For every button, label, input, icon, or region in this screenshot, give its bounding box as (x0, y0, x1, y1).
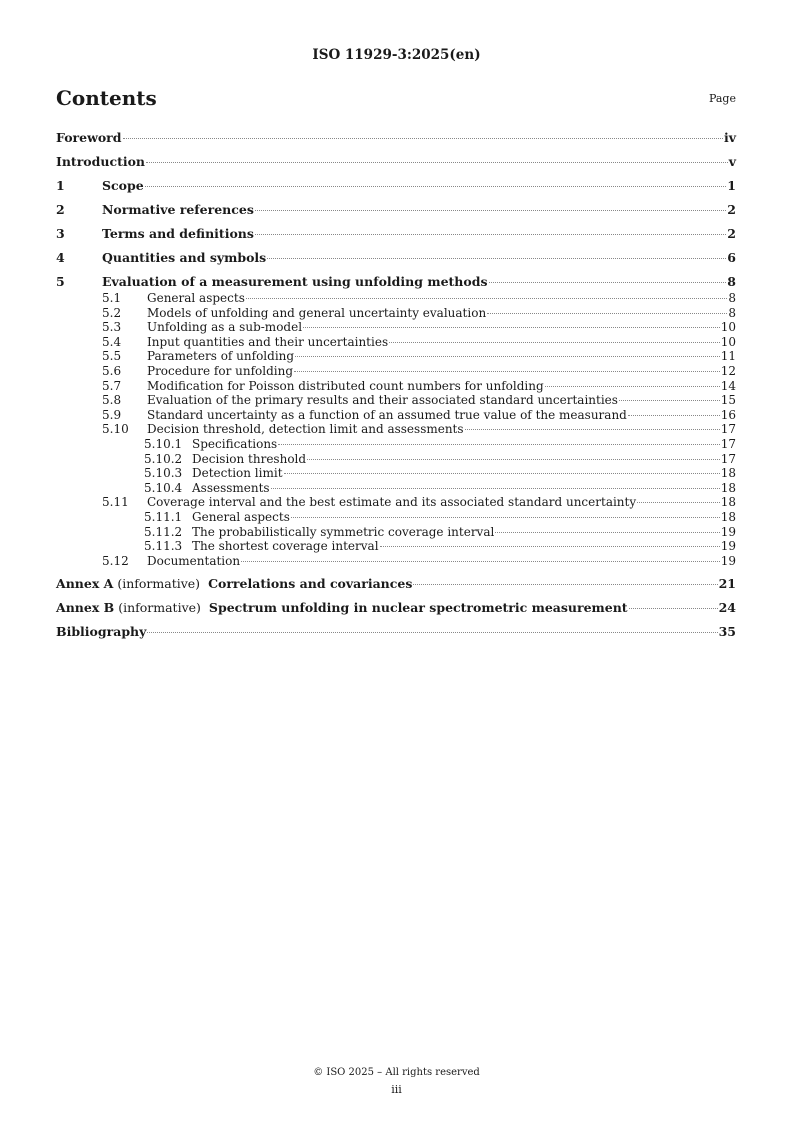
toc-page: 11 (720, 349, 736, 364)
toc-entry-annex-a[interactable] (56, 576, 736, 600)
toc-page: 17 (720, 451, 736, 466)
toc-page: 15 (720, 393, 736, 408)
toc-number: 1 (56, 178, 65, 193)
dot-leader (465, 429, 720, 430)
toc-page: 35 (718, 624, 736, 640)
toc-entry-5-9[interactable] (56, 408, 736, 423)
toc-title: Models of unfolding and general uncertainty evaluation (147, 305, 487, 320)
toc-page: 18 (720, 495, 736, 510)
toc-number: 5.7 (102, 378, 122, 393)
toc-entry-5-10-1[interactable] (56, 437, 736, 452)
annex-label: Annex B (56, 600, 115, 616)
toc-page: 8 (728, 291, 736, 305)
dot-leader (284, 473, 720, 474)
toc-entry-clause-3[interactable] (56, 226, 736, 250)
toc-page: 2 (727, 202, 736, 217)
toc-entry-foreword[interactable] (56, 130, 736, 154)
toc-page: v (728, 154, 736, 169)
dot-leader (241, 561, 720, 562)
toc-entry-5-11[interactable] (56, 495, 736, 510)
toc-number: 5.11.2 (144, 524, 183, 539)
dot-leader (413, 584, 717, 585)
toc-entry-clause-1[interactable] (56, 178, 736, 202)
toc-entry-annex-b[interactable] (56, 600, 736, 624)
toc-title: The probabilistically symmetric coverage interval (192, 524, 495, 539)
toc-number: 5.10.1 (144, 436, 183, 451)
toc-title: Procedure for unfolding (147, 363, 294, 378)
toc-title: General aspects (147, 291, 245, 305)
dot-leader (147, 632, 717, 633)
toc-page: 10 (720, 320, 736, 335)
toc-entry-bibliography[interactable] (56, 624, 736, 648)
toc-number: 5.8 (102, 393, 122, 408)
toc-page: 14 (720, 378, 736, 393)
toc-entry-5-10-4[interactable] (56, 481, 736, 496)
toc-entry-5-12[interactable] (56, 554, 736, 569)
dot-leader (295, 356, 720, 357)
toc-title: Bibliography (56, 624, 147, 640)
toc-number: 3 (56, 226, 65, 241)
dot-leader (619, 400, 720, 401)
toc-number: 5.10.4 (144, 480, 183, 495)
dot-leader (629, 608, 718, 609)
toc-entry-5-4[interactable] (56, 335, 736, 350)
toc-number: 5 (56, 274, 65, 289)
toc-entry-clause-5[interactable] (56, 274, 736, 291)
toc-title: Correlations and covariances (208, 576, 413, 592)
toc-title: Spectrum unfolding in nuclear spectrometric measurement (208, 600, 628, 616)
dot-leader (628, 415, 720, 416)
toc-page: 8 (727, 274, 736, 289)
toc-page: 6 (727, 250, 736, 265)
toc-title: Input quantities and their uncertainties (147, 334, 389, 349)
toc-entry-5-11-2[interactable] (56, 525, 736, 540)
toc-entry-5-10-3[interactable] (56, 466, 736, 481)
toc-entry-5-7[interactable] (56, 379, 736, 394)
toc-number: 5.6 (102, 363, 122, 378)
toc-entry-5-6[interactable] (56, 364, 736, 379)
toc-number: 5.11 (102, 495, 129, 510)
toc-number: 5.10.2 (144, 451, 183, 466)
toc-number: 5.9 (102, 407, 122, 422)
toc-title: Evaluation of the primary results and their associated standard uncertainties (147, 393, 618, 408)
dot-leader (146, 162, 728, 163)
copyright-footer: © ISO 2025 – All rights reserved (313, 1067, 480, 1078)
toc-entry-5-3[interactable] (56, 320, 736, 335)
toc-page: 18 (720, 480, 736, 495)
toc-number: 5.10 (102, 422, 129, 437)
toc-number: 5.2 (102, 305, 122, 320)
annex-type: (informative) (118, 600, 201, 616)
toc-page: 16 (720, 407, 736, 422)
toc-entry-5-11-1[interactable] (56, 510, 736, 525)
dot-leader (255, 234, 726, 235)
toc-entry-5-10[interactable] (56, 422, 736, 437)
toc-page: 1 (727, 178, 736, 193)
toc-page: 21 (718, 576, 736, 592)
dot-leader (255, 210, 726, 211)
page-column-label: Page (708, 92, 736, 105)
toc-title: Terms and definitions (102, 226, 254, 241)
toc-title: The shortest coverage interval (192, 539, 379, 554)
annex-label: Annex A (56, 576, 114, 592)
document-id-header: ISO 11929-3:2025(en) (312, 47, 481, 63)
dot-leader (123, 138, 723, 139)
toc-number: 2 (56, 202, 65, 217)
toc-page: 17 (720, 436, 736, 451)
dot-leader (545, 386, 720, 387)
toc-title: Foreword (56, 130, 122, 145)
dot-leader (495, 532, 719, 533)
toc-title: Standard uncertainty as a function of an assumed true value of the measurand (147, 407, 627, 422)
toc-title: Detection limit (192, 466, 283, 481)
dot-leader (307, 459, 720, 460)
dot-leader (489, 282, 727, 283)
dot-leader (294, 371, 720, 372)
dot-leader (267, 258, 726, 259)
dot-leader (291, 517, 720, 518)
toc-page: 19 (720, 524, 736, 539)
dot-leader (637, 502, 720, 503)
toc-entry-5-2[interactable] (56, 306, 736, 321)
toc-page: 18 (720, 466, 736, 481)
annex-type: (informative) (117, 576, 201, 592)
dot-leader (278, 444, 720, 445)
toc-title: Documentation (147, 553, 241, 568)
toc-entry-5-1[interactable] (56, 291, 736, 306)
toc-title: Assessments (192, 480, 270, 495)
toc-page: 17 (720, 422, 736, 437)
toc-title: Normative references (102, 202, 254, 217)
toc-title: Unfolding as a sub-model (147, 320, 303, 335)
dot-leader (389, 342, 720, 343)
dot-leader (380, 546, 720, 547)
toc-number: 5.5 (102, 349, 122, 364)
toc-number: 5.4 (102, 334, 122, 349)
dot-leader (487, 313, 727, 314)
toc-page: 19 (720, 553, 736, 568)
dot-leader (246, 298, 728, 299)
dot-leader (271, 488, 720, 489)
toc-page: 2 (727, 226, 736, 241)
toc-number: 5.11.1 (144, 509, 183, 524)
toc-page: 12 (720, 363, 736, 378)
toc-entry-5-8[interactable] (56, 393, 736, 408)
toc-title: Quantities and symbols (102, 250, 267, 265)
toc-entry-5-11-3[interactable] (56, 539, 736, 554)
toc-entry-5-10-2[interactable] (56, 452, 736, 467)
toc-entry-5-5[interactable] (56, 349, 736, 364)
toc-number: 5.3 (102, 320, 122, 335)
toc-title: Specifications (192, 436, 278, 451)
toc-title: Evaluation of a measurement using unfolding methods (102, 274, 488, 289)
toc-title: Decision threshold (192, 451, 307, 466)
contents-title: Contents (56, 86, 157, 110)
page-number: iii (391, 1083, 402, 1096)
toc-number: 5.11.3 (144, 539, 183, 554)
table-of-contents (56, 130, 736, 648)
dot-leader (145, 186, 727, 187)
toc-title: Decision threshold, detection limit and assessments (147, 422, 464, 437)
toc-entry-clause-2[interactable] (56, 202, 736, 226)
toc-page: 24 (718, 600, 736, 616)
toc-page: 19 (720, 539, 736, 554)
toc-page: 18 (720, 509, 736, 524)
toc-entry-clause-4[interactable] (56, 250, 736, 274)
toc-number: 5.10.3 (144, 466, 183, 481)
toc-number: 4 (56, 250, 65, 265)
toc-title: Coverage interval and the best estimate and its associated standard uncertainty (147, 495, 637, 510)
toc-page: 10 (720, 334, 736, 349)
toc-title: Modification for Poisson distributed count numbers for unfolding (147, 378, 544, 393)
dot-leader (303, 327, 720, 328)
toc-page: 8 (728, 305, 736, 320)
toc-title: Introduction (56, 154, 146, 169)
toc-page: iv (723, 130, 736, 145)
toc-title: Parameters of unfolding (147, 349, 295, 364)
toc-number: 5.12 (102, 553, 129, 568)
toc-title: Scope (102, 178, 144, 193)
toc-title: General aspects (192, 509, 290, 524)
toc-entry-introduction[interactable] (56, 154, 736, 178)
toc-number: 5.1 (102, 291, 122, 305)
